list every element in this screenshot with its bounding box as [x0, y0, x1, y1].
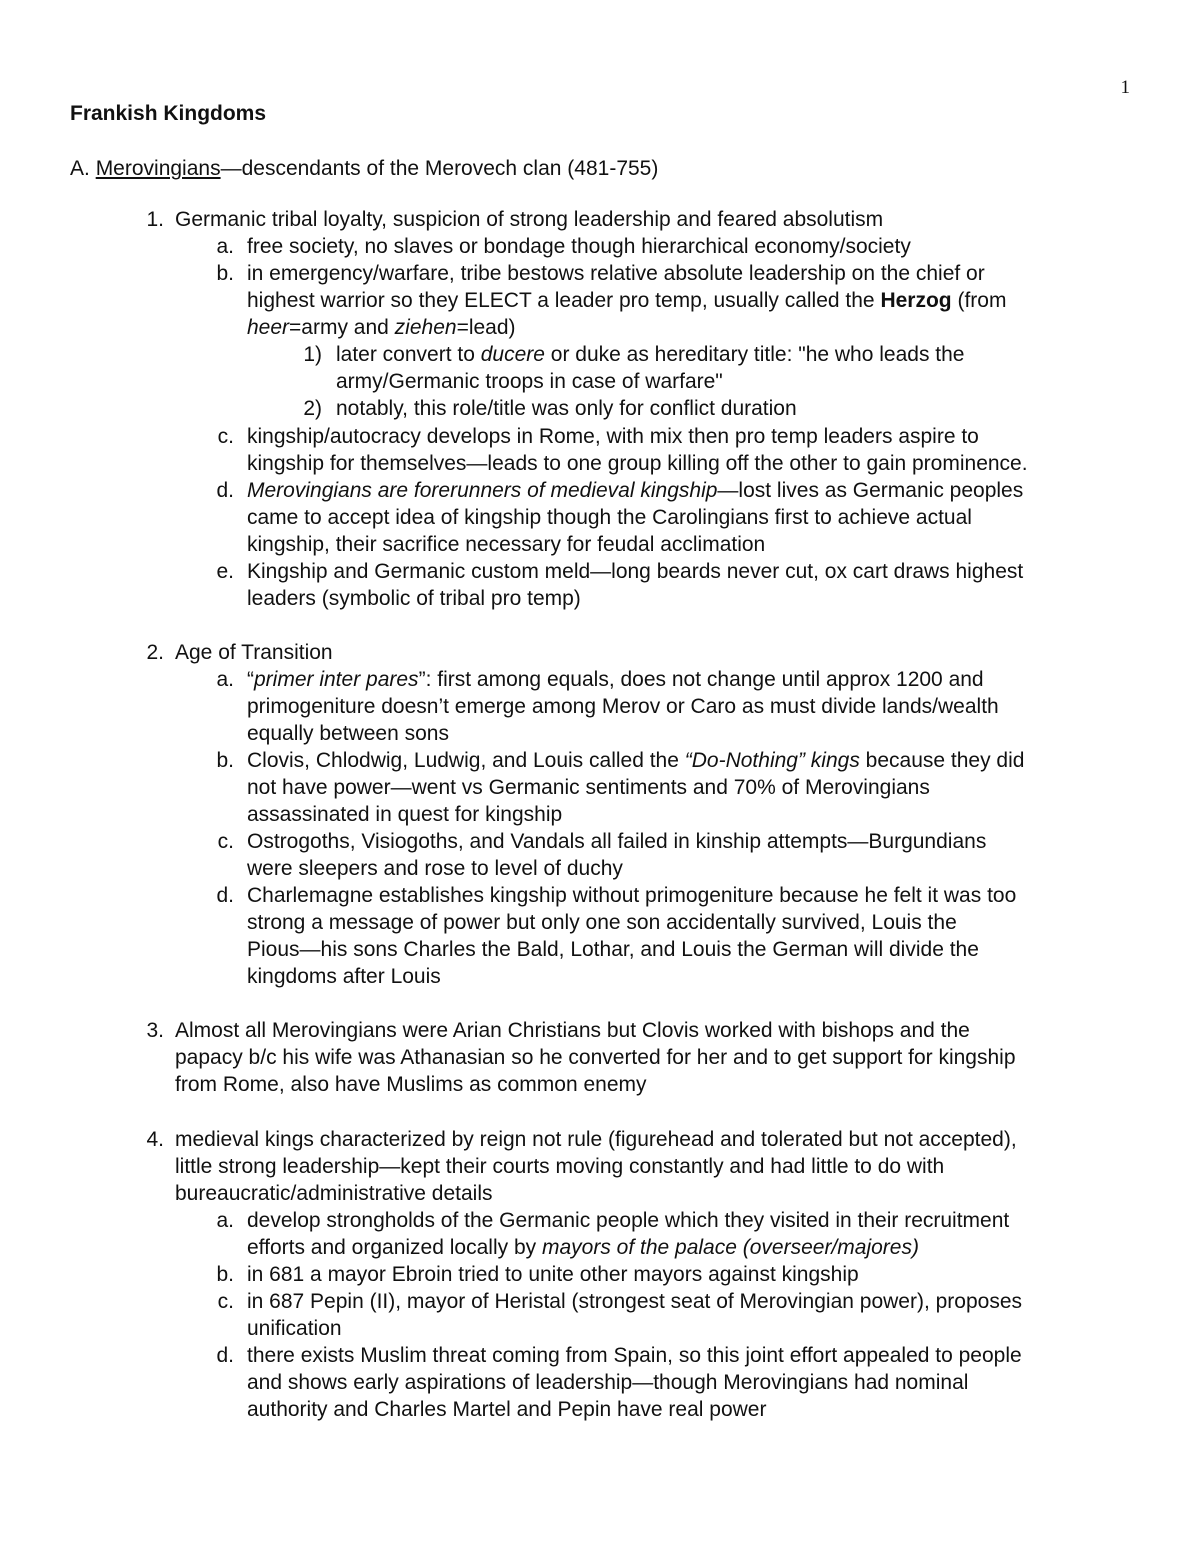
text-fragment: ” [418, 668, 426, 691]
sub-item-text [247, 260, 1139, 341]
text-line: papacy b/c his wife was Athanasian so he converted for her and to get support for kingship [175, 1046, 1016, 1069]
text-line: authority and Charles Martel and Pepin have real power [247, 1398, 767, 1421]
sub-item-label: d. [216, 1344, 234, 1367]
ducere-term: ducere [480, 343, 545, 366]
herzog-term: Herzog [880, 289, 952, 312]
text-line: Ostrogoths, Visiogoths, and Vandals all failed in kinship attempts—Burgundians [247, 830, 987, 853]
sub-item-text [247, 747, 1139, 828]
text-line: medieval kings characterized by reign not rule (figurehead and tolerated but not accepted), [175, 1128, 1017, 1151]
sub-item-text [247, 1207, 1139, 1261]
text-fragment: efforts and organized locally by [247, 1236, 542, 1259]
text-line: kingship, their sacrifice necessary for feudal acclimation [247, 533, 766, 556]
section-label: A. [70, 157, 90, 180]
sub-sub-item-label: 1) [303, 343, 322, 366]
text-line: in 687 Pepin (II), mayor of Heristal (strongest seat of Merovingian power), proposes [247, 1290, 1023, 1313]
sub-item-text [247, 1342, 1139, 1423]
sub-item-label: d. [216, 884, 234, 907]
text-line [247, 477, 1139, 504]
item-text [175, 1126, 1135, 1207]
text-line: bureaucratic/administrative details [175, 1182, 493, 1205]
item-text: Age of Transition [175, 641, 333, 664]
sub-item-label: a. [216, 1209, 234, 1232]
item-number: 1. [146, 208, 164, 231]
sub-item-label: d. [216, 479, 234, 502]
sub-item-label: a. [216, 235, 234, 258]
text-line: unification [247, 1317, 342, 1340]
text-line: Almost all Merovingians were Arian Christians but Clovis worked with bishops and the [175, 1019, 970, 1042]
text-line: leaders (symbolic of tribal pro temp) [247, 587, 581, 610]
item-text: Germanic tribal loyalty, suspicion of strong leadership and feared absolutism [175, 208, 884, 231]
sub-item-text: in 681 a mayor Ebroin tried to unite other mayors against kingship [247, 1263, 859, 1286]
text-line: in emergency/warfare, tribe bestows relative absolute leadership on the chief or [247, 262, 985, 285]
emphasis-text: “Do-Nothing” kings [684, 749, 860, 772]
section-term: Merovingians [95, 157, 221, 180]
sub-item-text: free society, no slaves or bondage though hierarchical economy/society [247, 235, 911, 258]
sub-item-text [247, 828, 1139, 882]
text-line: not have power—went vs Germanic sentiments and 70% of Merovingians [247, 776, 930, 799]
text-fragment: because they did [859, 749, 1025, 772]
text-fragment: later convert to [336, 343, 481, 366]
sub-sub-item-text: notably, this role/title was only for conflict duration [336, 397, 797, 420]
text-line: Charlemagne establishes kingship without primogeniture because he felt it was too [247, 884, 1017, 907]
item-number: 3. [146, 1019, 164, 1042]
ziehen-term: ziehen [394, 316, 457, 339]
sub-item-text [247, 1288, 1139, 1342]
text-line: came to accept idea of kingship though the Carolingians first to achieve actual [247, 506, 972, 529]
sub-item-label: e. [216, 560, 234, 583]
emphasis-text: mayors of the palace (overseer/majores) [541, 1236, 919, 1259]
text-line: kingship for themselves—leads to one group killing off the other to gain prominence. [247, 452, 1028, 475]
text-fragment: : first among equals, does not change until approx 1200 and [425, 668, 984, 691]
text-line [247, 666, 1139, 693]
sub-item-text [247, 423, 1139, 477]
text-line: Pious—his sons Charles the Bald, Lothar, and Louis the German will divide the [247, 938, 979, 961]
section-description: —descendants of the Merovech clan (481-755) [220, 157, 659, 180]
text-fragment: —lost lives as Germanic peoples [717, 479, 1024, 502]
sub-item-text [247, 666, 1139, 747]
sub-item-label: b. [216, 1263, 234, 1286]
sub-sub-item-label: 2) [303, 397, 322, 420]
text-fragment: (from [951, 289, 1007, 312]
sub-item-label: b. [216, 749, 234, 772]
text-line: were sleepers and rose to level of duchy [247, 857, 623, 880]
text-line: assassinated in quest for kingship [247, 803, 563, 826]
item-number: 2. [146, 641, 164, 664]
sub-item-label: c. [217, 830, 234, 853]
sub-item-text [247, 477, 1139, 558]
sub-item-label: c. [217, 425, 234, 448]
heer-term: heer [247, 316, 290, 339]
text-fragment: =lead) [456, 316, 516, 339]
text-line: equally between sons [247, 722, 449, 745]
item-text [175, 1017, 1135, 1098]
sub-item-label: c. [217, 1290, 234, 1313]
text-fragment: “ [247, 668, 254, 691]
section-heading [70, 155, 658, 182]
text-line: Kingship and Germanic custom meld—long beards never cut, ox cart draws highest [247, 560, 1024, 583]
text-line: and shows early aspirations of leadership—though Merovingians had nominal [247, 1371, 969, 1394]
page-number: 1 [1120, 77, 1130, 98]
text-line [336, 341, 1116, 368]
text-line [247, 314, 1139, 341]
sub-item-label: b. [216, 262, 234, 285]
text-fragment: or duke as hereditary title: "he who leads the [544, 343, 965, 366]
emphasis-text: Merovingians are forerunners of medieval kingship [247, 479, 718, 502]
text-line: primogeniture doesn’t emerge among Merov or Caro as must divide lands/wealth [247, 695, 999, 718]
document-title: Frankish Kingdoms [70, 102, 267, 125]
text-line [247, 287, 1139, 314]
text-line [247, 747, 1139, 774]
sub-sub-item-text [336, 341, 1116, 395]
text-line [247, 1234, 1139, 1261]
text-line: little strong leadership—kept their courts moving constantly and had little to do with [175, 1155, 945, 1178]
text-line: develop strongholds of the Germanic people which they visited in their recruitment [247, 1209, 1010, 1232]
text-line: kingdoms after Louis [247, 965, 441, 988]
text-fragment: =army and [289, 316, 395, 339]
text-line: kingship/autocracy develops in Rome, with mix then pro temp leaders aspire to [247, 425, 979, 448]
text-fragment: Clovis, Chlodwig, Ludwig, and Louis called the [247, 749, 685, 772]
sub-item-text [247, 558, 1139, 612]
text-line: from Rome, also have Muslims as common enemy [175, 1073, 647, 1096]
text-line: strong a message of power but only one son accidentally survived, Louis the [247, 911, 957, 934]
emphasis-text: primer inter pares [254, 668, 419, 691]
text-fragment: highest warrior so they ELECT a leader pro temp, usually called the [247, 289, 881, 312]
text-line: army/Germanic troops in case of warfare" [336, 370, 723, 393]
text-line: there exists Muslim threat coming from Spain, so this joint effort appealed to people [247, 1344, 1022, 1367]
item-number: 4. [146, 1128, 164, 1151]
sub-item-text [247, 882, 1139, 990]
sub-item-label: a. [216, 668, 234, 691]
